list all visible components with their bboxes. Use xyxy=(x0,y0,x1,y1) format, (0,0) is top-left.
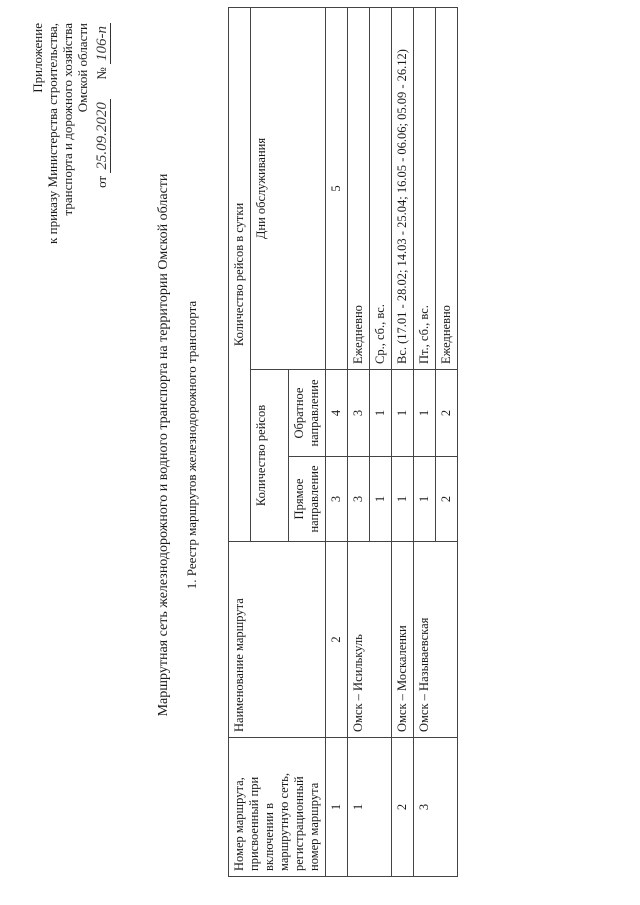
appendix-label: Приложение xyxy=(30,23,45,93)
table-row xyxy=(348,8,370,877)
order-number: 106-п xyxy=(94,23,111,64)
reverse-trips: 2 xyxy=(436,370,458,457)
order-date-line xyxy=(94,23,110,285)
table-header-row xyxy=(229,8,251,877)
table-row xyxy=(414,8,436,877)
route-number: 1 xyxy=(348,738,392,877)
header-forward: Прямое направление xyxy=(289,457,326,542)
column-number: 2 xyxy=(326,542,348,738)
header-route-name: Наименование маршрута xyxy=(229,542,326,738)
route-number: 2 xyxy=(392,738,414,877)
header-service-days: Дни обслуживания xyxy=(251,8,326,370)
date-prefix: от xyxy=(94,175,109,188)
order-date: 25.09.2020 xyxy=(94,99,111,173)
reverse-trips: 3 xyxy=(348,370,370,457)
appendix-header xyxy=(30,23,110,285)
route-number: 3 xyxy=(414,738,458,877)
reverse-trips: 1 xyxy=(392,370,414,457)
column-numbers-row xyxy=(326,8,348,877)
forward-trips: 1 xyxy=(392,457,414,542)
service-days: Пт., сб., вс. xyxy=(414,8,436,370)
header-trips-count: Количество рейсов xyxy=(251,370,289,542)
order-reference: к приказу Министерства строительства, xyxy=(45,23,60,244)
header-trips-per-day: Количество рейсов в сутки xyxy=(229,8,251,542)
column-number: 3 xyxy=(326,457,348,542)
number-prefix: № xyxy=(94,67,109,80)
railway-routes-table xyxy=(228,7,458,877)
column-number: 1 xyxy=(326,738,348,877)
region-line: Омской области xyxy=(75,23,90,113)
route-name: Омск – Называевская xyxy=(414,542,458,738)
forward-trips: 1 xyxy=(414,457,436,542)
service-days: Ежедневно xyxy=(348,8,370,370)
table-row xyxy=(392,8,414,877)
route-name: Омск – Исилькуль xyxy=(348,542,392,738)
reverse-trips: 1 xyxy=(370,370,392,457)
forward-trips: 3 xyxy=(348,457,370,542)
column-number: 5 xyxy=(326,8,348,370)
header-route-number: Номер маршрута, присвоенный при включении в маршрутную сеть, регистрационный номер маршрута xyxy=(229,738,326,877)
ministry-line: транспорта и дорожного хозяйства xyxy=(60,23,75,216)
section-title: 1. Реестр маршрутов железнодорожного транспорта xyxy=(184,300,199,590)
header-reverse: Обратное направление xyxy=(289,370,326,457)
service-days: Ср., сб., вс. xyxy=(370,8,392,370)
route-name: Омск – Москаленки xyxy=(392,542,414,738)
column-number: 4 xyxy=(326,370,348,457)
reverse-trips: 1 xyxy=(414,370,436,457)
forward-trips: 2 xyxy=(436,457,458,542)
service-days: Вс. (17.01 - 28.02; 14.03 - 25.04; 16.05 - 06.06; 05.09 - 26.12) xyxy=(392,8,414,370)
document-title: Маршрутная сеть железнодорожного и водного транспорта на территории Омской области xyxy=(156,173,171,717)
service-days: Ежедневно xyxy=(436,8,458,370)
forward-trips: 1 xyxy=(370,457,392,542)
